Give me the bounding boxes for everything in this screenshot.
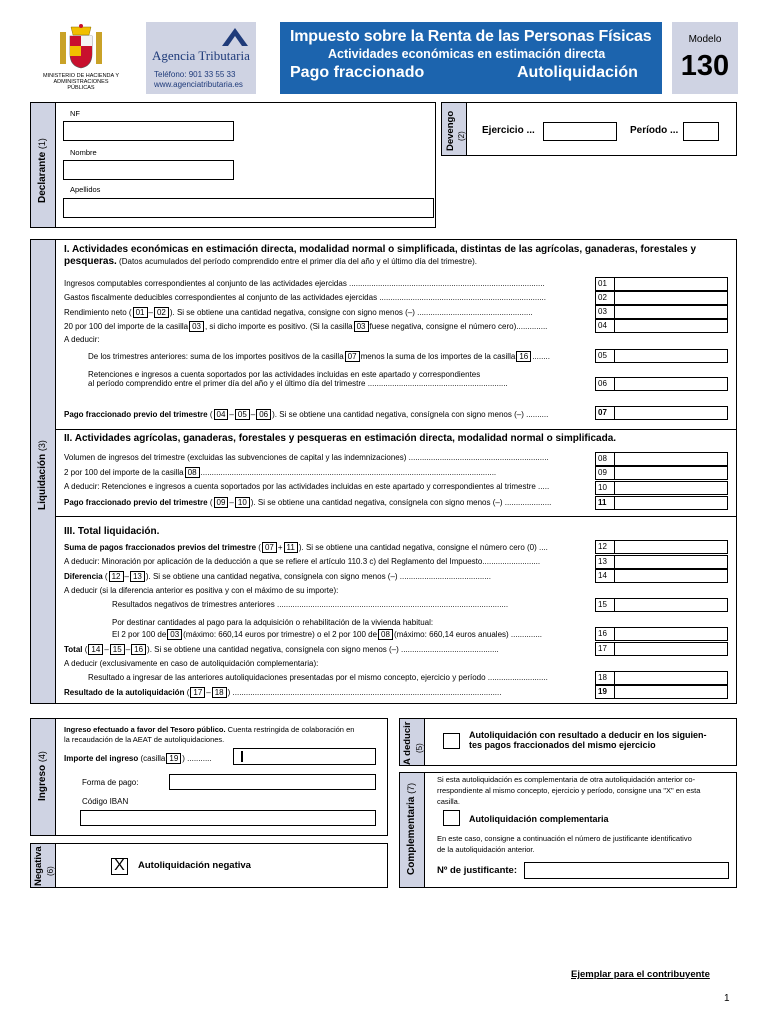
section-divider	[56, 429, 737, 430]
line-19-part: –	[206, 688, 211, 697]
line-14-part: ). Si se obtiene una cantidad negativa, consígnela con signo menos (–) .........................................	[145, 572, 491, 581]
line-06-text-b: al período comprendido entre el primer día del año y el último día del trimestre ...............................................................	[88, 379, 508, 388]
ref-box: 03	[167, 629, 182, 640]
importe-part: ) ...........	[182, 754, 212, 763]
casilla-amount-08[interactable]	[614, 452, 728, 466]
casilla-number-13: 13	[595, 555, 615, 569]
casilla-amount-02[interactable]	[614, 291, 728, 305]
line-16-part: El 2 por 100 de	[112, 630, 167, 639]
complementaria-p5: de la autoliquidación anterior.	[437, 845, 535, 854]
coat-of-arms	[42, 22, 120, 91]
liquidacion-side-title: Liquidación	[37, 453, 48, 510]
casilla-amount-07[interactable]	[614, 406, 728, 420]
line-05-text	[88, 351, 550, 362]
ref-box: 10	[235, 497, 250, 508]
casilla-amount-17[interactable]	[614, 642, 728, 656]
line-15-pre: A deducir (si la diferencia anterior es positiva y con el máximo de su importe):	[64, 586, 339, 595]
casilla-number-10: 10	[595, 481, 615, 495]
line-17-text	[64, 644, 499, 655]
currency-mark	[241, 751, 243, 762]
ingreso-text-bold: Ingreso efectuado a favor del Tesoro público.	[64, 725, 226, 734]
casilla-number-03: 03	[595, 305, 615, 319]
iban-label: Código IBAN	[82, 797, 129, 806]
ref-box: 12	[109, 571, 124, 582]
complementaria-p3: casilla.	[437, 797, 460, 806]
line-07-part: ). Si se obtiene una cantidad negativa, consígnela con signo menos (–) ..........	[272, 410, 549, 419]
ref-box: 14	[88, 644, 103, 655]
ingreso-text-normal: Cuenta restringida de colaboración en	[227, 725, 355, 734]
casilla-amount-13[interactable]	[614, 555, 728, 569]
casilla-amount-19[interactable]	[614, 685, 728, 699]
line-11-part: –	[229, 498, 234, 507]
periodo-label: Período ...	[630, 125, 679, 136]
casilla-amount-12[interactable]	[614, 540, 728, 554]
casilla-amount-05[interactable]	[614, 349, 728, 363]
line-11-part: ). Si se obtiene una cantidad negativa, consígnela con signo menos (–) .....................	[250, 498, 552, 507]
ref-box: 07	[262, 542, 277, 553]
declarante-side	[30, 102, 56, 228]
agency-box	[146, 22, 256, 94]
casilla-number-07: 07	[595, 406, 615, 420]
line-07-part: –	[250, 410, 256, 419]
line-19-part: (	[186, 688, 190, 697]
ref-box: 13	[130, 571, 145, 582]
line-16-text-b	[112, 629, 542, 640]
forma-pago-label: Forma de pago:	[82, 778, 139, 787]
line-13-text: A deducir: Minoración por aplicación de la deducción a que se refiere el artículo 110.3 c) del Reglamento del Impuesto..........................	[64, 557, 541, 566]
line-18-text: Resultado a ingresar de las anteriores autoliquidaciones presentadas por el mismo concepto, ejercicio y período ...........................	[88, 673, 548, 682]
line-03-part: Rendimiento neto (	[64, 308, 132, 317]
casilla-amount-06[interactable]	[614, 377, 728, 391]
importe-part: (casilla	[140, 754, 166, 763]
line-14-part: (	[104, 572, 108, 581]
line-12-part: ). Si se obtiene una cantidad negativa, consigne el número cero (0) ....	[298, 543, 548, 552]
ingreso-side-label	[37, 751, 48, 801]
declarante-side-label	[37, 138, 48, 203]
line-12-part: +	[277, 543, 283, 552]
line-04-part: 20 por 100 del importe de la casilla	[64, 322, 189, 331]
periodo-field[interactable]	[683, 122, 719, 141]
line-12-part: (	[258, 543, 261, 552]
casilla-amount-10[interactable]	[614, 481, 728, 495]
ref-box: 01	[133, 307, 148, 318]
iban-field[interactable]	[80, 810, 376, 826]
casilla-number-17: 17	[595, 642, 615, 656]
line-04-text	[64, 321, 547, 332]
casilla-number-08: 08	[595, 452, 615, 466]
adeducir-side-label: A deducir	[402, 721, 413, 765]
line-10-text: A deducir: Retenciones e ingresos a cuenta soportados por las actividades incluidas en este apartado y correspondientes al trimestre .....	[64, 482, 550, 491]
line-07-part: –	[229, 410, 234, 419]
line-02-text: Gastos fiscalmente deducibles correspondientes al conjunto de las actividades ejercidas ...........................................................................	[64, 293, 546, 302]
line-03-part: –	[148, 308, 153, 317]
casilla-amount-09[interactable]	[614, 466, 728, 480]
agency-phone: Teléfono: 901 33 55 33	[154, 70, 236, 79]
line-05-part: De los trimestres anteriores: suma de los importes positivos de la casilla	[88, 352, 344, 361]
casilla-amount-04[interactable]	[614, 319, 728, 333]
form-title-box	[280, 22, 662, 94]
casilla-amount-11[interactable]	[614, 496, 728, 510]
ref-box: 09	[214, 497, 229, 508]
line-07-text	[64, 409, 548, 420]
negativa-label: Autoliquidación negativa	[138, 860, 251, 871]
section-1-title: I. Actividades económicas en estimación directa, modalidad normal o simplificada, distintas de las agrícolas, ganaderas, forestales y	[64, 244, 697, 255]
liquidacion-side-num: (3)	[37, 440, 47, 452]
casilla-amount-01[interactable]	[614, 277, 728, 291]
ingreso-side-num: (4)	[37, 751, 47, 763]
modelo-number: 130	[680, 50, 730, 82]
apellidos-field[interactable]	[63, 198, 434, 218]
title-line-4: Autoliquidación	[517, 64, 638, 81]
forma-pago-field[interactable]	[169, 774, 376, 790]
ref-box: 15	[110, 644, 125, 655]
nombre-label: Nombre	[70, 148, 97, 157]
ejercicio-label: Ejercicio ...	[482, 125, 535, 136]
casilla-number-04: 04	[595, 319, 615, 333]
line-09-text	[64, 467, 496, 478]
nif-label: NF	[70, 109, 80, 118]
casilla-number-18: 18	[595, 671, 615, 685]
line-14-text	[64, 571, 491, 582]
liquidacion-side-label	[37, 440, 48, 510]
title-line-3: Pago fraccionado	[290, 64, 425, 81]
line-16-part: (máximo: 660,14 euros por trimestre) o el 2 por 100 de	[183, 630, 378, 639]
line-17-part: –	[125, 645, 131, 654]
line-04-part: fuese negativa, consigne el número cero)..............	[369, 322, 548, 331]
ref-box: 18	[212, 687, 227, 698]
line-18-pre: A deducir (exclusivamente en caso de autoliquidación complementaria):	[64, 659, 319, 668]
negativa-side-num: (6)	[46, 866, 55, 876]
line-17-part: Total	[64, 645, 83, 654]
ministry-text: MINISTERIO DE HACIENDA Y ADMINISTRACIONES PÚBLICAS	[43, 73, 119, 91]
line-06-text-a: Retenciones e ingresos a cuenta soportados por las actividades incluidas en este apartado y correspondientes	[88, 370, 481, 379]
devengo-side	[441, 102, 467, 156]
line-11-part: (	[209, 498, 213, 507]
ingreso-side	[30, 718, 56, 836]
modelo-label: Modelo	[688, 34, 722, 45]
line-19-part: Resultado de la autoliquidación	[64, 688, 185, 697]
section-1-title-cont: pesqueras.	[64, 256, 117, 267]
casilla-number-19: 19	[595, 685, 615, 699]
line-11-text	[64, 497, 551, 508]
line-17-part: –	[104, 645, 109, 654]
agency-logo-icon	[220, 26, 250, 48]
complementaria-p1: Si esta autoliquidación es complementaria de otra autoliquidación anterior co-	[437, 775, 696, 784]
line-14-part: –	[124, 572, 129, 581]
adeducir-side	[399, 718, 425, 766]
adeducir-text-2: tes pagos fraccionados del mismo ejercicio	[469, 740, 656, 750]
casilla-number-16: 16	[595, 627, 615, 641]
negativa-checkbox[interactable]: X	[111, 858, 128, 875]
line-07-part: (	[209, 410, 213, 419]
line-19-text	[64, 687, 501, 698]
importe-ingreso-label	[64, 753, 212, 764]
agency-web: www.agenciatributaria.es	[154, 80, 243, 89]
devengo-side-title: Devengo	[445, 110, 456, 151]
ref-box: 02	[154, 307, 169, 318]
casilla-number-15: 15	[595, 598, 615, 612]
ref-box: 16	[516, 351, 531, 362]
line-17-part: (	[84, 645, 88, 654]
adeducir-side-num: (5)	[415, 743, 424, 753]
complementaria-side-num: (7)	[406, 782, 416, 794]
casilla-number-02: 02	[595, 291, 615, 305]
nif-field[interactable]	[63, 121, 234, 141]
ingreso-side-title: Ingreso	[37, 764, 48, 801]
section-3-title: III. Total liquidación.	[64, 526, 160, 537]
line-15-text: Resultados negativos de trimestres anteriores ........................................................................................................	[112, 600, 509, 609]
section-2-title: II. Actividades agrícolas, ganaderas, forestales y pesqueras en estimación directa, modalidad normal o simplificada.	[64, 433, 617, 444]
agency-contact	[154, 70, 243, 90]
title-line-1: Impuesto sobre la Renta de las Personas Físicas	[290, 28, 652, 45]
section-divider	[56, 516, 737, 517]
casilla-number-14: 14	[595, 569, 615, 583]
complementaria-p2: rrespondiente al mismo concepto, ejercicio y período, consigne una "X" en esta	[437, 786, 701, 795]
line-12-text	[64, 542, 548, 553]
declarante-side-num: (1)	[37, 138, 47, 150]
modelo-box	[672, 22, 738, 94]
importe-ingreso-field[interactable]	[233, 748, 376, 765]
adeducir-checkbox[interactable]	[443, 733, 460, 749]
line-07-part: Pago fraccionado previo del trimestre	[64, 410, 208, 419]
liquidacion-side	[30, 239, 56, 704]
ref-box: 04	[214, 409, 229, 420]
casilla-number-05: 05	[595, 349, 615, 363]
ref-box: 19	[166, 753, 181, 764]
negativa-side	[30, 843, 56, 888]
ref-box: 05	[235, 409, 250, 420]
justificante-label: Nº de justificante:	[437, 865, 518, 876]
negativa-side-label: Negativa	[33, 846, 44, 886]
section-1-note: (Datos acumulados del período comprendido entre el primer día del año y el último día del trimestre).	[119, 257, 478, 266]
apellidos-label: Apellidos	[70, 185, 101, 194]
ejercicio-field[interactable]	[543, 122, 617, 141]
complementaria-side	[399, 772, 425, 888]
complementaria-checkbox[interactable]	[443, 810, 460, 826]
ingreso-text-2: la recaudación de la AEAT de autoliquidaciones.	[64, 735, 225, 744]
line-05-part: menos la suma de los importes de la casilla	[360, 352, 516, 361]
line-03-part: ). Si se obtiene una cantidad negativa, consigne con signo menos (–) ....................................................	[169, 308, 533, 317]
line-08-text: Volumen de ingresos del trimestre (excluidas las subvenciones de capital y las indemnizaciones) ...............................................................	[64, 453, 549, 462]
declarante-side-title: Declarante	[37, 151, 48, 203]
adeducir-label: A deducir:	[64, 335, 100, 344]
casilla-number-12: 12	[595, 540, 615, 554]
casilla-amount-16[interactable]	[614, 627, 728, 641]
casilla-number-01: 01	[595, 277, 615, 291]
ejemplar-label: Ejemplar para el contribuyente	[571, 969, 710, 980]
ref-box: 03	[354, 321, 369, 332]
ref-box: 06	[256, 409, 271, 420]
justificante-field[interactable]	[524, 862, 729, 879]
complementaria-side-label	[406, 783, 417, 875]
casilla-number-06: 06	[595, 377, 615, 391]
line-17-part: ). Si se obtiene una cantidad negativa, consígnela con signo menos (–) ............................................	[147, 645, 499, 654]
complementaria-p4: En este caso, consigne a continuación el número de justificante identificativo	[437, 834, 692, 843]
line-16-text-a: Por destinar cantidades al pago para la adquisición o rehabilitación de la vivienda habitual:	[112, 618, 434, 627]
ref-box: 11	[284, 542, 298, 553]
complementaria-check-label: Autoliquidación complementaria	[469, 814, 609, 824]
casilla-amount-15[interactable]	[614, 598, 728, 612]
section-1-subtitle	[64, 257, 477, 267]
casilla-amount-18[interactable]	[614, 671, 728, 685]
agency-name: Agencia Tributaria	[152, 48, 250, 63]
title-line-2: Actividades económicas en estimación directa	[328, 47, 606, 61]
spain-coat-of-arms-icon	[56, 22, 106, 72]
line-09-part: 2 por 100 del importe de la casilla	[64, 468, 184, 477]
line-16-part: (máximo: 660,14 euros anuales) ..............	[393, 630, 543, 639]
nombre-field[interactable]	[63, 160, 234, 180]
ref-box: 08	[378, 629, 393, 640]
ref-box: 16	[131, 644, 146, 655]
casilla-number-11: 11	[595, 496, 615, 510]
devengo-side-label	[445, 111, 456, 151]
devengo-side-num: (2)	[457, 131, 466, 141]
ref-box: 07	[345, 351, 360, 362]
ref-box: 03	[189, 321, 204, 332]
line-09-part: .....................................................................................................................................	[200, 468, 497, 477]
ref-box: 17	[190, 687, 205, 698]
complementaria-side-title: Complementaria	[406, 796, 417, 875]
page-number: 1	[724, 993, 730, 1004]
line-19-part: ) .........................................................................................................................	[227, 688, 502, 697]
line-01-text: Ingresos computables correspondientes al conjunto de las actividades ejercidas ........................................................................................	[64, 279, 545, 288]
importe-part: Importe del ingreso	[64, 754, 139, 763]
adeducir-text-1: Autoliquidación con resultado a deducir en los siguien-	[469, 730, 707, 740]
line-11-part: Pago fraccionado previo del trimestre	[64, 498, 208, 507]
casilla-number-09: 09	[595, 466, 615, 480]
casilla-amount-03[interactable]	[614, 305, 728, 319]
casilla-amount-14[interactable]	[614, 569, 728, 583]
line-12-part: Suma de pagos fraccionados previos del trimestre	[64, 543, 257, 552]
line-14-part: Diferencia	[64, 572, 103, 581]
ref-box: 08	[185, 467, 200, 478]
line-05-part: ........	[532, 352, 550, 361]
line-04-part: , si dicho importe es positivo. (Si la casilla	[204, 322, 353, 331]
ingreso-text-1	[64, 725, 354, 735]
line-03-text	[64, 307, 533, 318]
